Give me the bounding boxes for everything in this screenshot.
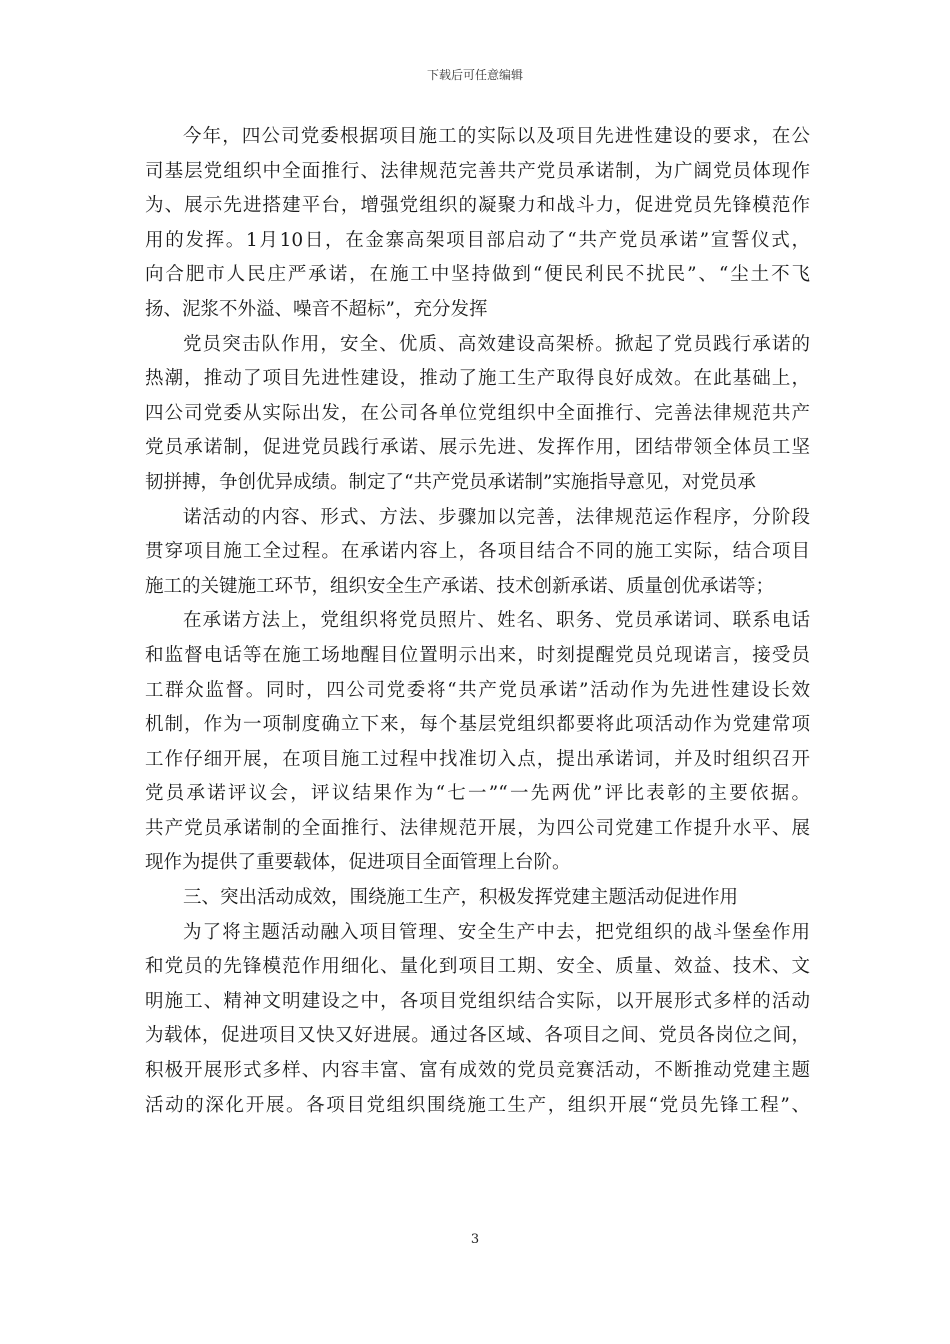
text-line: 现作为提供了重要载体，促进项目全面管理上台阶。	[145, 852, 571, 874]
text-line: 和党员的先锋模范作用细化、量化到项目工期、安全、质量、效益、技术、文	[145, 956, 810, 978]
text-line: 为了将主题活动融入项目管理、安全生产中去，把党组织的战斗堡垒作用	[183, 921, 810, 943]
text-line: 党员突击队作用，安全、优质、高效建设高架桥。掀起了党员践行承诺的	[183, 333, 810, 355]
text-line: 活动的深化开展。各项目党组织围绕施工生产，组织开展“党员先锋工程”、	[145, 1094, 810, 1116]
text-line: 诺活动的内容、形式、方法、步骤加以完善，法律规范运作程序，分阶段	[183, 506, 810, 528]
text-line: 司基层党组织中全面推行、法律规范完善共产党员承诺制，为广阔党员体现作	[145, 160, 810, 182]
page-number: 3	[470, 1232, 480, 1247]
text-line: 扬、泥浆不外溢、噪音不超标”，充分发挥	[145, 298, 488, 320]
text-line: 三、突出活动成效，围绕施工生产，积极发挥党建主题活动促进作用	[183, 887, 739, 909]
text-line: 用的发挥。1月10日，在金寨高架项目部启动了“共产党员承诺”宣誓仪式，	[145, 229, 810, 251]
page-header: 下载后可任意编辑	[426, 68, 523, 82]
text-line: 为、展示先进搭建平台，增强党组织的凝聚力和战斗力，促进党员先锋模范作	[145, 195, 810, 217]
text-line: 贯穿项目施工全过程。在承诺内容上，各项目结合不同的施工实际，结合项目	[145, 541, 810, 563]
text-line: 工作仔细开展，在项目施工过程中找准切入点，提出承诺词，并及时组织召开	[145, 748, 810, 770]
text-line: 热潮，推动了项目先进性建设，推动了施工生产取得良好成效。在此基础上，	[145, 368, 810, 390]
text-line: 工群众监督。同时，四公司党委将“共产党员承诺”活动作为先进性建设长效	[145, 679, 810, 701]
document-body	[145, 120, 810, 1123]
text-line: 积极开展形式多样、内容丰富、富有成效的党员竞赛活动，不断推动党建主题	[145, 1060, 810, 1082]
text-line: 和监督电话等在施工场地醒目位置明示出来，时刻提醒党员兑现诺言，接受员	[145, 644, 810, 666]
text-line: 为载体，促进项目又快又好进展。通过各区域、各项目之间、党员各岗位之间，	[145, 1025, 810, 1047]
text-line: 今年，四公司党委根据项目施工的实际以及项目先进性建设的要求，在公	[183, 126, 810, 147]
text-line: 向合肥市人民庄严承诺，在施工中坚持做到“便民利民不扰民”、“尘土不飞	[145, 264, 810, 286]
text-line: 四公司党委从实际出发，在公司各单位党组织中全面推行、完善法律规范共产	[145, 402, 810, 424]
text-line: 韧拼搏，争创优异成绩。制定了“共产党员承诺制”实施指导意见，对党员承	[145, 471, 756, 493]
text-line: 在承诺方法上，党组织将党员照片、姓名、职务、党员承诺词、联系电话	[183, 610, 810, 632]
text-line: 机制，作为一项制度确立下来，每个基层党组织都要将此项活动作为党建常项	[145, 714, 810, 736]
text-line: 党员承诺评议会，评议结果作为“七一”“一先两优”评比表彰的主要依据。	[145, 783, 810, 805]
text-line: 党员承诺制，促进党员践行承诺、展示先进、发挥作用，团结带领全体员工坚	[145, 437, 810, 459]
text-line: 施工的关键施工环节，组织安全生产承诺、技术创新承诺、质量创优承诺等；	[145, 575, 775, 597]
text-line: 共产党员承诺制的全面推行、法律规范开展，为四公司党建工作提升水平、展	[145, 817, 810, 839]
text-line: 明施工、精神文明建设之中，各项目党组织结合实际，以开展形式多样的活动	[145, 990, 810, 1012]
